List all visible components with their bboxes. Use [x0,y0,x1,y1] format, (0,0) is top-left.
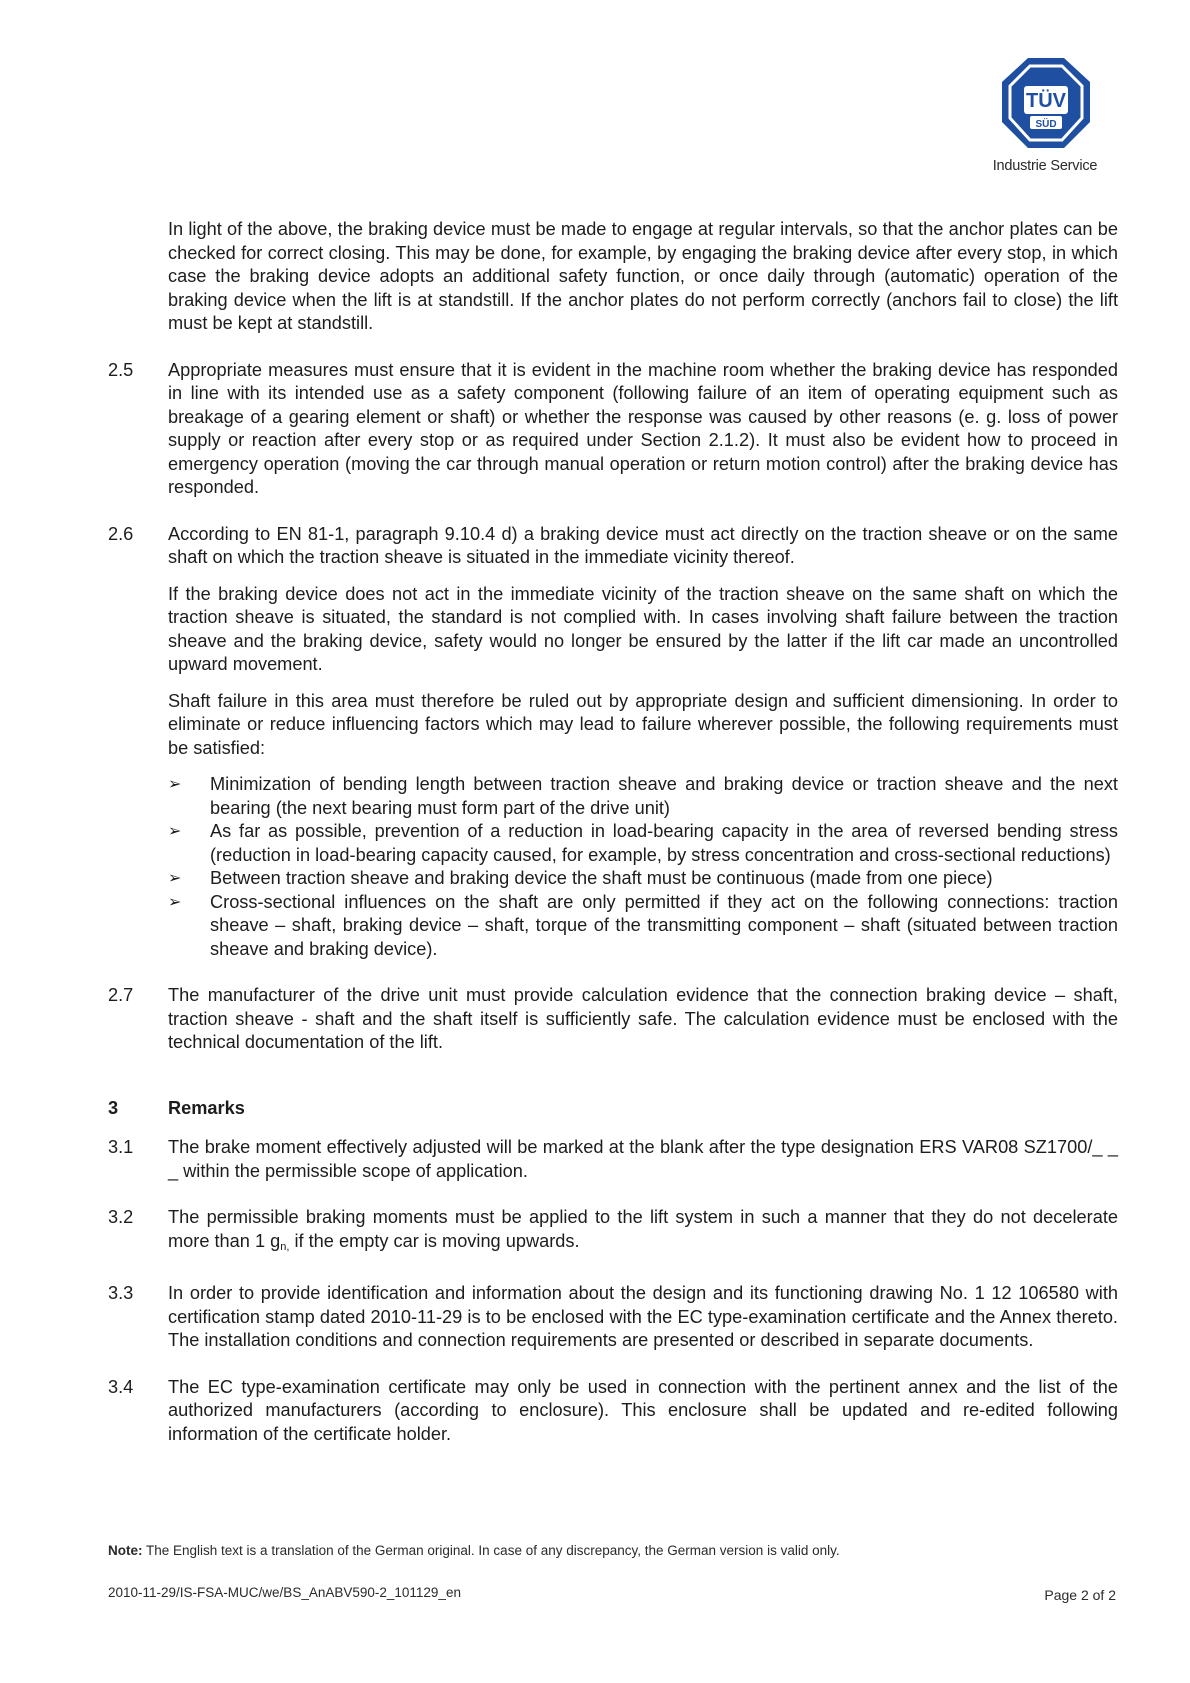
remark-3-1 [108,1136,1118,1183]
list-item: ➢ Minimization of bending length between traction sheave and braking device or traction sheave and the next bearing (the next bearing must form part of the drive unit) [168,773,1118,820]
section-text: The permissible braking moments must be applied to the lift system in such a manner that they do not decelerate more than 1 $g_{n,}$ if the empty car is moving upwards. [168,1207,1118,1253]
arrow-bullet-icon: ➢ [168,893,182,911]
arrow-bullet-icon: ➢ [168,870,182,887]
section-text: In order to provide identification and information about the design and its functioning drawing No. 1 12 106580 with certification stamp dated 2010-11-29 is to be enclosed with the EC type-examination certificate and the Annex thereto. The installation conditions and connection requirements are presented or described in separate documents. [168,1283,1118,1350]
arrow-bullet-icon: ➢ [168,823,182,840]
tuv-logo-icon [990,54,1102,154]
document-body [108,218,1118,1469]
section-2-5 [108,359,1118,500]
section-paragraph: According to EN 81-1, paragraph 9.10.4 d) a braking device must act directly on the traction sheave or on the same shaft on which the traction sheave is situated in the immediate vicinity thereof. [168,523,1118,567]
requirements-list [168,773,1118,961]
remark-3-4 [108,1376,1118,1447]
section-number: 2.5 [108,359,134,380]
arrow-bullet-icon: ➢ [168,776,182,793]
heading-number: 3 [108,1097,119,1118]
logo-text: TÜV [1026,90,1066,112]
list-item: ➢ Cross-sectional influences on the shaft are only permitted if they act on the following connections: traction sheave – shaft, braking device – shaft, torque of the transmitting component – shaft (situated between traction sheave and braking device). [168,891,1118,962]
translation-note [108,1543,840,1558]
section-text: The manufacturer of the drive unit must provide calculation evidence that the connection braking device – shaft, traction sheave - shaft and the shaft itself is sufficiently safe. The calculation evidence must be enclosed with the technical documentation of the lift. [168,985,1118,1052]
section-number: 3.3 [108,1283,134,1303]
remark-3-2 [108,1206,1118,1259]
document-reference: 2010-11-29/IS-FSA-MUC/we/BS_AnABV590-2_101129_en [108,1585,461,1600]
section-number: 3.2 [108,1207,134,1227]
note-label: Note: [108,1543,143,1558]
note-text: The English text is a translation of the German original. In case of any discrepancy, the German version is valid only. [142,1543,840,1558]
logo-caption: Industrie Service [992,158,1098,174]
subscript: n, [280,1240,290,1253]
tuv-sud-logo [990,54,1102,154]
remarks-heading [108,1097,1118,1121]
section-paragraph: If the braking device does not act in the immediate vicinity of the traction sheave on the same shaft on which the traction sheave is situated, the standard is not complied with. In cases involving shaft failure between the traction sheave and the braking device, safety would no longer be ensured by the latter if the lift car made an uncontrolled upward movement. [168,583,1118,674]
section-2-7 [108,984,1118,1055]
logo-subtext: SÜD [1035,119,1057,130]
intro-paragraph: In light of the above, the braking device must be made to engage at regular intervals, so that the anchor plates can be checked for correct closing. This may be done, for example, by engaging the braking device after every stop, in which case the braking device adopts an additional safety function, or once daily through (automatic) operation of the braking device when the lift is at standstill. If the anchor plates do not perform correctly (anchors fail to close) the lift must be kept at standstill. [168,219,1118,333]
section-2-6 [108,523,1118,962]
section-number: 3.4 [108,1376,134,1397]
section-text: The EC type-examination certificate may only be used in connection with the pertinent annex and the list of the authorized manufacturers (according to enclosure). This enclosure shall be updated and re-edited following information of the certificate holder. [168,1376,1118,1444]
section-number: 2.7 [108,985,134,1005]
section-number: 3.1 [108,1137,134,1157]
section-paragraph: Shaft failure in this area must therefore be ruled out by appropriate design and sufficient dimensioning. In order to eliminate or reduce influencing factors which may lead to failure wherever possible, the following requirements must be satisfied: [168,690,1118,758]
page-number: Page 2 of 2 [1044,1587,1116,1603]
list-item: ➢ Between traction sheave and braking device the shaft must be continuous (made from one piece) [168,867,1118,891]
heading-title: Remarks [168,1097,245,1118]
remark-3-3 [108,1282,1118,1353]
section-text: Appropriate measures must ensure that it is evident in the machine room whether the braking device has responded in line with its intended use as a safety component (following failure of an item of operating equipment such as breakage of a gearing element or shaft) or whether the response was caused by other reasons (e. g. loss of power supply or reaction after every stop or as required under Section 2.1.2). It must also be evident how to proceed in emergency operation (moving the car through manual operation or return motion control) after the braking device has responded. [168,359,1118,497]
section-text: The brake moment effectively adjusted will be marked at the blank after the type designation ERS VAR08 SZ1700/_ _ _ within the permissible scope of application. [168,1137,1118,1181]
list-item: ➢ As far as possible, prevention of a reduction in load-bearing capacity in the area of reversed bending stress (reduction in load-bearing capacity caused, for example, by stress concentration and cross-sectional reductions) [168,820,1118,867]
section-number: 2.6 [108,523,134,544]
